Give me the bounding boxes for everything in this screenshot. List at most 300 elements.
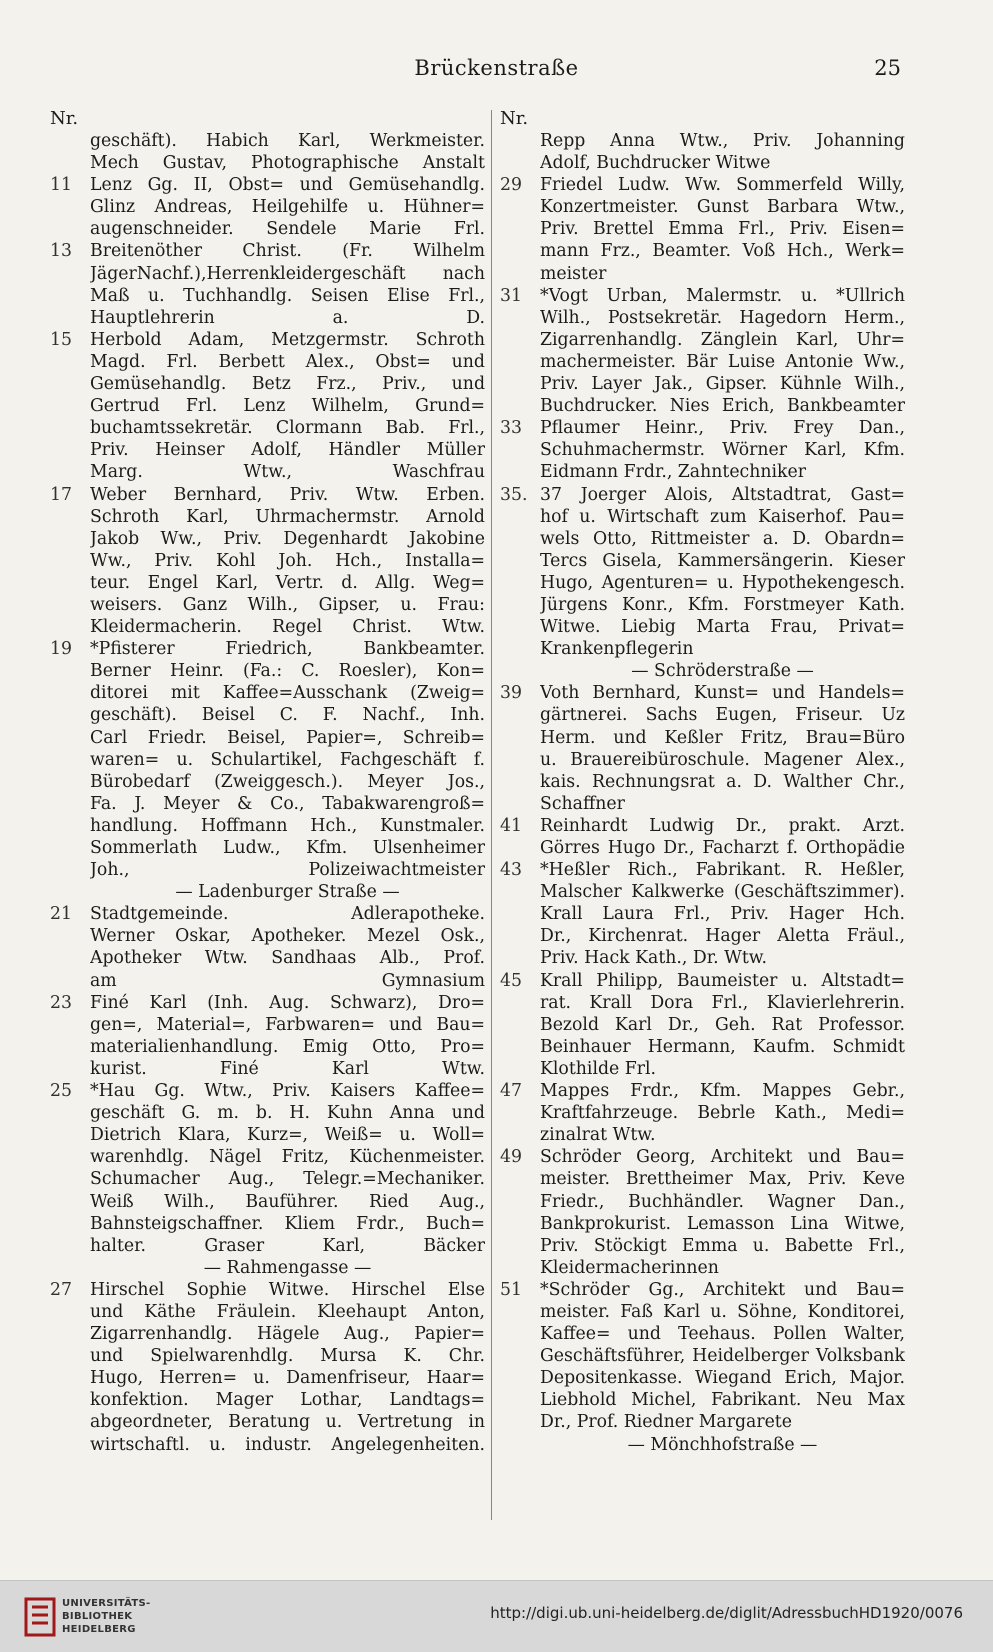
entry-text: *Vogt Urban, Malermstr. u. *Ullrich xyxy=(540,285,905,306)
house-number xyxy=(500,395,540,417)
entry-text: meister. Brettheimer Max, Priv. Keve xyxy=(540,1169,905,1190)
entry-line xyxy=(500,285,905,307)
entry-text: Malscher Kalkwerke (Geschäftszimmer). xyxy=(540,882,905,903)
source-url-link[interactable]: http://digi.ub.uni-heidelberg.de/diglit/AdressbuchHD1920/0076 xyxy=(490,1604,963,1622)
entry-line xyxy=(50,307,485,329)
entry-text: Lenz Gg. II, Obst= und Gemüsehandlg. xyxy=(90,175,485,196)
entry-line xyxy=(500,1124,905,1146)
entry-line xyxy=(500,528,905,550)
entry-text: Hugo, Herren= u. Damenfriseur, Haar= xyxy=(90,1368,485,1389)
street-heading xyxy=(500,1434,905,1456)
entry-line xyxy=(50,395,485,417)
house-number xyxy=(500,1434,540,1456)
entry-line xyxy=(500,395,905,417)
entry-text: Jürgens Konr., Kfm. Forstmeyer Kath. xyxy=(540,594,905,615)
entry-text: waren= u. Schulartikel, Fachgeschäft f. xyxy=(90,749,485,770)
entry-text: Zigarrenhandlg. Zänglein Karl, Uhr= xyxy=(540,329,905,350)
house-number xyxy=(50,1411,90,1433)
entry-text: Weber Bernhard, Priv. Wtw. Erben. xyxy=(90,484,485,505)
entry-text: Kleidermacherin. Regel Christ. Wtw. xyxy=(90,617,485,638)
entry-text: kurist. Finé Karl Wtw. xyxy=(90,1058,485,1079)
house-number xyxy=(50,793,90,815)
house-number xyxy=(500,660,540,682)
house-number xyxy=(50,594,90,616)
library-name: UNIVERSITÄTS- BIBLIOTHEK HEIDELBERG xyxy=(62,1598,151,1635)
entry-text: buchamtssekretär. Clormann Bab. Frl., xyxy=(90,418,485,439)
house-number xyxy=(500,439,540,461)
entry-text: Tercs Gisela, Kammersängerin. Kieser xyxy=(540,550,905,571)
left-column xyxy=(50,108,485,1456)
entry-text: *Pfisterer Friedrich, Bankbeamter. xyxy=(90,639,485,660)
house-number xyxy=(50,837,90,859)
house-number xyxy=(50,727,90,749)
entry-line xyxy=(500,152,905,174)
house-number xyxy=(50,1191,90,1213)
entry-line xyxy=(50,417,485,439)
entry-line xyxy=(50,992,485,1014)
entry-line xyxy=(500,704,905,726)
house-number: 17 xyxy=(50,484,72,505)
entry-line xyxy=(500,1058,905,1080)
house-number xyxy=(50,970,90,992)
house-number xyxy=(50,1036,90,1058)
house-number xyxy=(50,616,90,638)
entry-line xyxy=(50,749,485,771)
entry-line xyxy=(50,130,485,152)
entry-text: Bahnsteigschaffner. Kliem Frdr., Buch= xyxy=(90,1213,485,1234)
entry-text: meister. Faß Karl u. Söhne, Konditorei, xyxy=(540,1301,905,1322)
house-number: 19 xyxy=(50,639,72,660)
entry-line xyxy=(500,793,905,815)
house-number xyxy=(50,196,90,218)
entry-text: Gertrud Frl. Lenz Wilhelm, Grund= xyxy=(90,396,485,417)
entry-line xyxy=(500,174,905,196)
house-number: 41 xyxy=(500,815,522,836)
house-number xyxy=(500,704,540,726)
entry-text: geschäft). Beisel C. F. Nachf., Inh. xyxy=(90,705,485,726)
entry-text: Priv. Hack Kath., Dr. Wtw. xyxy=(540,948,768,969)
house-number xyxy=(500,1389,540,1411)
house-number xyxy=(50,218,90,240)
entry-text: augenschneider. Sendele Marie Frl. xyxy=(90,219,485,240)
house-number xyxy=(500,793,540,815)
house-number xyxy=(500,1168,540,1190)
house-number: 49 xyxy=(500,1147,522,1168)
house-number xyxy=(50,1124,90,1146)
entry-line xyxy=(50,793,485,815)
entry-line xyxy=(50,550,485,572)
entry-line xyxy=(50,1080,485,1102)
entry-text: Wilh., Postsekretär. Hagedorn Herm., xyxy=(540,307,905,328)
entry-line xyxy=(50,528,485,550)
house-number xyxy=(50,439,90,461)
entry-text: Sommerlath Ludw., Kfm. Ulsenheimer xyxy=(90,838,485,858)
entry-text: — Schröderstraße — xyxy=(631,661,814,682)
entry-text: wirtschaftl. u. industr. Angelegenheiten. xyxy=(90,1434,485,1455)
entry-text: Werner Oskar, Apotheker. Mezel Osk., xyxy=(90,926,485,947)
entry-text: und Spielwarenhdlg. Mursa K. Chr. xyxy=(90,1346,485,1367)
house-number xyxy=(500,218,540,240)
entry-text: teur. Engel Karl, Vertr. d. Allg. Weg= xyxy=(90,572,485,593)
house-number: 21 xyxy=(50,904,72,925)
entry-line xyxy=(500,263,905,285)
entry-line xyxy=(50,704,485,726)
house-number: 43 xyxy=(500,860,522,881)
right-column xyxy=(500,108,905,1456)
house-number xyxy=(50,1434,90,1456)
house-number: 45 xyxy=(500,970,522,991)
house-number xyxy=(500,594,540,616)
entry-line xyxy=(500,550,905,572)
entry-line xyxy=(500,439,905,461)
entry-line xyxy=(50,837,485,859)
entry-line xyxy=(50,970,485,992)
university-library-logo-icon xyxy=(24,1597,56,1637)
entry-text: geschäft). Habich Karl, Werkmeister. xyxy=(90,131,485,151)
entry-line xyxy=(50,947,485,969)
entry-line xyxy=(500,461,905,483)
entry-text: Bankprokurist. Lemasson Lina Witwe, xyxy=(540,1213,905,1234)
entry-text: Adolf, Buchdrucker Witwe xyxy=(540,153,771,174)
entry-line xyxy=(500,373,905,395)
entry-line xyxy=(50,1146,485,1168)
entry-line xyxy=(50,218,485,240)
house-number xyxy=(50,660,90,682)
house-number xyxy=(50,815,90,837)
house-number: 39 xyxy=(500,683,522,704)
entry-line xyxy=(500,1257,905,1279)
house-number xyxy=(500,638,540,660)
entry-line xyxy=(50,638,485,660)
entry-text: Reinhardt Ludwig Dr., prakt. Arzt. xyxy=(540,815,905,836)
entry-line xyxy=(50,1213,485,1235)
entry-line xyxy=(500,1345,905,1367)
entry-line xyxy=(500,1102,905,1124)
entry-text: Joh., Polizeiwachtmeister xyxy=(90,860,485,881)
house-number xyxy=(50,373,90,395)
house-number xyxy=(50,704,90,726)
house-number xyxy=(50,1102,90,1124)
house-number xyxy=(500,196,540,218)
entry-line xyxy=(50,594,485,616)
entry-text: handlung. Hoffmann Hch., Kunstmaler. xyxy=(90,815,485,836)
entry-text: Krall Laura Frl., Priv. Hager Hch. xyxy=(540,904,905,925)
house-number: 47 xyxy=(500,1081,522,1102)
house-number xyxy=(500,263,540,285)
entry-text: Schuhmachermstr. Wörner Karl, Kfm. xyxy=(540,440,905,461)
entry-text: und Käthe Fräulein. Kleehaupt Anton, xyxy=(90,1301,485,1322)
entry-text: Berner Heinr. (Fa.: C. Roesler), Kon= xyxy=(90,661,485,682)
entry-text: Gemüsehandlg. Betz Frz., Priv., und xyxy=(90,374,485,395)
entry-line xyxy=(500,903,905,925)
entry-text: Kraftfahrzeuge. Bebrle Kath., Medi= xyxy=(540,1103,905,1124)
entry-line xyxy=(500,727,905,749)
entry-text: Zigarrenhandlg. Hägele Aug., Papier= xyxy=(90,1324,485,1345)
house-number xyxy=(500,373,540,395)
page-number: 25 xyxy=(874,56,901,80)
entry-line xyxy=(50,1124,485,1146)
entry-text: Glinz Andreas, Heilgehilfe u. Hühner= xyxy=(90,197,485,218)
page-title: Brückenstraße xyxy=(414,56,579,80)
house-number xyxy=(500,1367,540,1389)
entry-line xyxy=(50,1411,485,1433)
entry-line xyxy=(500,1411,905,1433)
house-number xyxy=(50,749,90,771)
entry-text: halter. Graser Karl, Bäcker xyxy=(90,1235,485,1256)
entry-text: Krall Philipp, Baumeister u. Altstadt= xyxy=(540,970,905,991)
entry-line xyxy=(500,506,905,528)
entry-text: Krankenpflegerin xyxy=(540,639,694,660)
entry-text: Ww., Priv. Kohl Joh. Hch., Installa= xyxy=(90,550,485,571)
entry-text: Herm. und Keßler Fritz, Brau=Büro xyxy=(540,727,905,748)
entry-text: Schröder Georg, Architekt und Bau= xyxy=(540,1147,905,1168)
house-number xyxy=(500,749,540,771)
entry-text: Hugo, Agenturen= u. Hypothekengesch. xyxy=(540,572,905,593)
entry-text: u. Brauereibüroschule. Magener Alex., xyxy=(540,749,905,770)
house-number: 13 xyxy=(50,241,72,262)
house-number xyxy=(50,1323,90,1345)
entry-line xyxy=(50,373,485,395)
entry-text: Pflaumer Heinr., Priv. Frey Dan., xyxy=(540,418,905,439)
house-number xyxy=(50,1146,90,1168)
house-number: 33 xyxy=(500,418,522,439)
entry-line xyxy=(500,616,905,638)
entry-text: Konzertmeister. Gunst Barbara Wtw., xyxy=(540,197,905,218)
entry-line xyxy=(50,859,485,881)
house-number xyxy=(500,1411,540,1433)
entry-line xyxy=(50,196,485,218)
entry-line xyxy=(500,1080,905,1102)
entry-text: Dr., Prof. Riedner Margarete xyxy=(540,1412,792,1433)
house-number xyxy=(500,1124,540,1146)
entry-text: mann Frz., Beamter. Voß Hch., Werk= xyxy=(540,241,905,262)
entry-line xyxy=(50,174,485,196)
entry-text: Klothilde Frl. xyxy=(540,1058,657,1079)
house-number xyxy=(500,329,540,351)
entry-text: materialienhandlung. Emig Otto, Pro= xyxy=(90,1036,485,1057)
entry-text: meister xyxy=(540,263,607,284)
entry-line xyxy=(500,1279,905,1301)
house-number xyxy=(50,417,90,439)
house-number xyxy=(500,1213,540,1235)
house-number xyxy=(50,1301,90,1323)
entry-line xyxy=(50,1014,485,1036)
house-number: 31 xyxy=(500,285,522,306)
entry-line xyxy=(50,616,485,638)
entry-line xyxy=(50,727,485,749)
house-number xyxy=(50,682,90,704)
entry-text: Dr., Kirchenrat. Hager Aletta Fräul., xyxy=(540,926,905,947)
entry-text: Priv. Layer Jak., Gipser. Kühnle Wilh., xyxy=(540,374,905,395)
entry-line xyxy=(500,992,905,1014)
entry-line xyxy=(500,417,905,439)
house-number xyxy=(50,528,90,550)
entry-text: Marg. Wtw., Waschfrau xyxy=(90,462,485,483)
nr-label: Nr. xyxy=(50,108,79,129)
left-entries xyxy=(50,130,485,1456)
entry-text: Schroth Karl, Uhrmachermstr. Arnold xyxy=(90,506,485,527)
entry-line xyxy=(500,970,905,992)
entry-line xyxy=(500,1213,905,1235)
house-number: 51 xyxy=(500,1279,522,1300)
house-number xyxy=(50,506,90,528)
house-number xyxy=(500,1257,540,1279)
entry-text: Friedel Ludw. Ww. Sommerfeld Willy, xyxy=(540,175,905,196)
house-number xyxy=(500,947,540,969)
entry-line xyxy=(500,925,905,947)
house-number xyxy=(50,947,90,969)
house-number xyxy=(50,1389,90,1411)
entry-line xyxy=(500,240,905,262)
house-number xyxy=(50,1058,90,1080)
entry-line xyxy=(500,329,905,351)
house-number xyxy=(50,1367,90,1389)
entry-text: Görres Hugo Dr., Facharzt f. Orthopädie xyxy=(540,838,905,858)
house-number xyxy=(50,1345,90,1367)
house-number xyxy=(500,881,540,903)
house-number xyxy=(500,152,540,174)
house-number xyxy=(500,1058,540,1080)
entry-text: hof u. Wirtschaft zum Kaiserhof. Pau= xyxy=(540,506,905,527)
entry-text: Jakob Ww., Priv. Degenhardt Jakobine xyxy=(90,528,485,549)
entry-line xyxy=(50,461,485,483)
house-number xyxy=(50,572,90,594)
entry-line xyxy=(50,815,485,837)
house-number xyxy=(500,837,540,859)
entry-text: wels Otto, Rittmeister a. D. Obardn= xyxy=(540,528,905,549)
entry-text: Finé Karl (Inh. Aug. Schwarz), Dro= xyxy=(90,992,485,1013)
entry-text: — Rahmengasse — xyxy=(203,1257,372,1278)
entry-line xyxy=(500,1168,905,1190)
house-number xyxy=(500,1235,540,1257)
entry-line xyxy=(500,196,905,218)
house-number xyxy=(500,925,540,947)
house-number xyxy=(500,1102,540,1124)
entry-text: Herbold Adam, Metzgermstr. Schroth xyxy=(90,329,485,350)
house-number xyxy=(50,285,90,307)
entry-line xyxy=(50,484,485,506)
house-number xyxy=(50,1257,90,1279)
entry-text: Schaffner xyxy=(540,793,625,814)
entry-line xyxy=(50,1345,485,1367)
house-number: 29 xyxy=(500,175,522,196)
entry-line xyxy=(50,506,485,528)
entry-line xyxy=(500,815,905,837)
entry-text: *Schröder Gg., Architekt und Bau= xyxy=(540,1279,905,1300)
house-number: 15 xyxy=(50,329,72,350)
house-number xyxy=(50,351,90,373)
entry-line xyxy=(500,1301,905,1323)
house-number xyxy=(500,727,540,749)
entry-line xyxy=(500,218,905,240)
entry-text: Bezold Karl Dr., Geh. Rat Professor. xyxy=(540,1014,905,1035)
house-number xyxy=(500,616,540,638)
house-number xyxy=(500,307,540,329)
house-number xyxy=(500,903,540,925)
house-number xyxy=(50,1168,90,1190)
house-number xyxy=(500,1345,540,1367)
entry-text: Stadtgemeinde. Adlerapotheke. xyxy=(90,904,485,925)
entry-text: kais. Rechnungsrat a. D. Walther Chr., xyxy=(540,771,905,792)
entry-line xyxy=(50,1367,485,1389)
house-number xyxy=(500,240,540,262)
house-number xyxy=(500,1191,540,1213)
entry-line xyxy=(50,1301,485,1323)
street-heading xyxy=(50,881,485,903)
house-number: 27 xyxy=(50,1279,72,1300)
house-number xyxy=(50,1014,90,1036)
entry-line xyxy=(50,1168,485,1190)
entry-text: zinalrat Wtw. xyxy=(540,1125,656,1146)
house-number xyxy=(50,881,90,903)
entry-line xyxy=(500,1367,905,1389)
entry-text: Liebhold Michel, Fabrikant. Neu Max xyxy=(540,1390,905,1411)
entry-text: rat. Krall Dora Frl., Klavierlehrerin. xyxy=(540,992,905,1013)
entry-line xyxy=(50,1102,485,1124)
house-number xyxy=(50,550,90,572)
street-heading xyxy=(50,1257,485,1279)
entry-text: Dietrich Klara, Kurz=, Weiß= u. Woll= xyxy=(90,1125,485,1146)
entry-text: Geschäftsführer, Heidelberger Volksbank xyxy=(540,1346,905,1367)
entry-line xyxy=(50,152,485,174)
entry-text: warenhdlg. Nägel Fritz, Küchenmeister. xyxy=(90,1147,485,1168)
entry-text: Mappes Frdr., Kfm. Mappes Gebr., xyxy=(540,1081,905,1102)
entry-text: JägerNachf.),Herrenkleidergeschäft nach xyxy=(90,263,485,284)
entry-text: Kleidermacherinnen xyxy=(540,1257,719,1278)
entry-line xyxy=(500,682,905,704)
entry-line xyxy=(500,1389,905,1411)
entry-line xyxy=(500,307,905,329)
entry-text: Carl Friedr. Beisel, Papier=, Schreib= xyxy=(90,727,485,748)
entry-text: Mech Gustav, Photographische Anstalt xyxy=(90,153,485,174)
house-number xyxy=(500,1014,540,1036)
entry-text: abgeordneter, Beratung u. Vertretung in xyxy=(90,1412,485,1433)
entry-line xyxy=(50,1389,485,1411)
entry-text: Repp Anna Wtw., Priv. Johanning xyxy=(540,131,905,151)
entry-text: Priv. Heinser Adolf, Händler Müller xyxy=(90,440,485,461)
house-number xyxy=(500,528,540,550)
entry-line xyxy=(50,660,485,682)
house-number xyxy=(500,506,540,528)
entry-line xyxy=(50,439,485,461)
entry-text: Depositenkasse. Wiegand Erich, Major. xyxy=(540,1368,905,1389)
entry-line xyxy=(50,1279,485,1301)
column-divider xyxy=(491,110,492,1520)
entry-line xyxy=(50,925,485,947)
entry-text: Hauptlehrerin a. D. xyxy=(90,307,485,328)
entry-text: gärtnerei. Sachs Eugen, Friseur. Uz xyxy=(540,705,905,726)
house-number xyxy=(500,1301,540,1323)
entry-text: machermeister. Bär Luise Antonie Ww., xyxy=(540,351,905,372)
entry-line xyxy=(50,682,485,704)
entry-line xyxy=(500,484,905,506)
entry-text: Fa. J. Meyer & Co., Tabakwarengroß= xyxy=(90,793,485,814)
entry-text: Priv. Brettel Emma Frl., Priv. Eisen= xyxy=(540,219,905,240)
house-number xyxy=(500,130,540,152)
entry-line xyxy=(50,1434,485,1456)
entry-text: Bürobedarf (Zweiggesch.). Meyer Jos., xyxy=(90,771,485,792)
entry-text: Hirschel Sophie Witwe. Hirschel Else xyxy=(90,1279,485,1300)
house-number xyxy=(50,307,90,329)
house-number: 11 xyxy=(50,175,72,196)
house-number xyxy=(50,395,90,417)
entry-text: Weiß Wilh., Bauführer. Ried Aug., xyxy=(90,1191,485,1212)
entry-text: Voth Bernhard, Kunst= und Handels= xyxy=(540,683,905,704)
entry-line xyxy=(50,1323,485,1345)
entry-line xyxy=(50,351,485,373)
entry-line xyxy=(50,1058,485,1080)
house-number xyxy=(500,1323,540,1345)
